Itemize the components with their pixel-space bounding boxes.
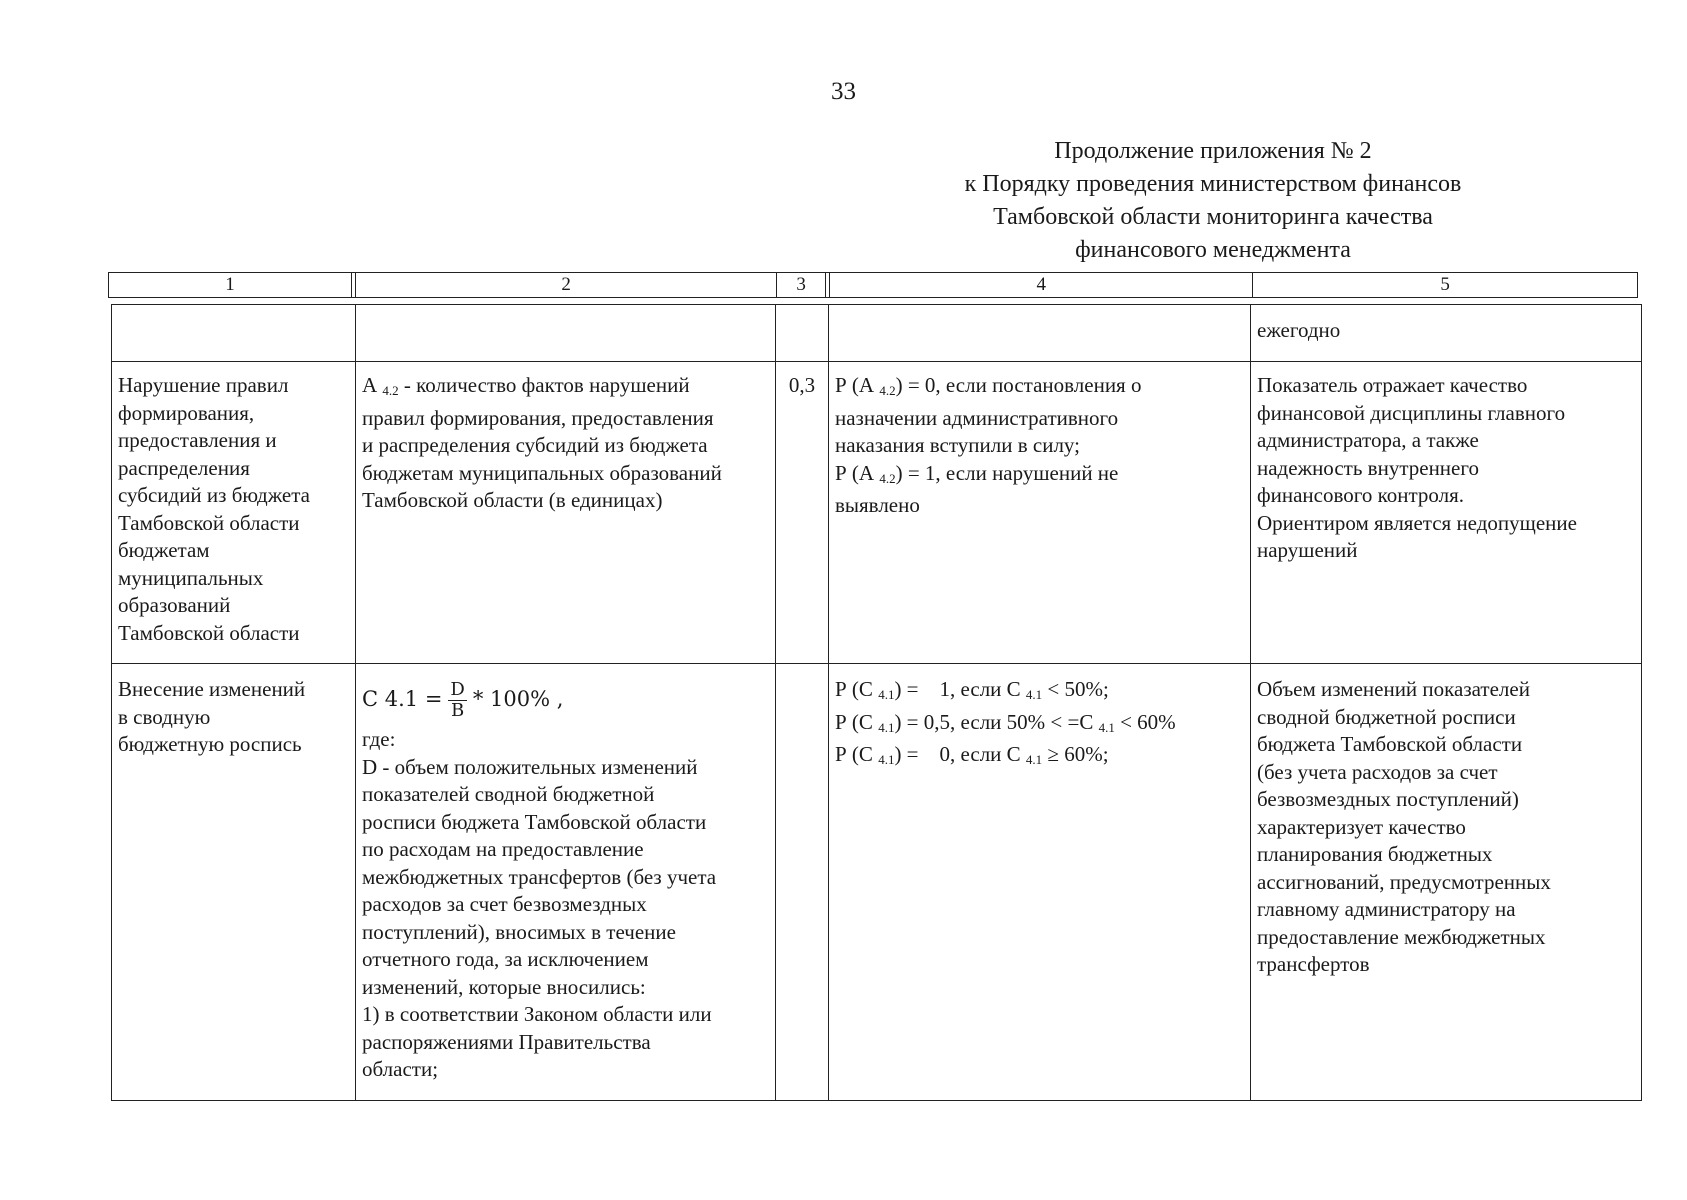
text: Р (С [835,742,879,766]
weight-cell: 0,3 [776,362,829,664]
text-line: финансового контроля. [1257,483,1464,507]
text-line: безвозмездных поступлений) [1257,787,1519,811]
text-line: 1) в соответствии Законом области или [362,1002,712,1026]
subscript: 4.2 [382,383,399,398]
text-line: характеризует качество [1257,814,1466,839]
column-header-5: 5 [1253,273,1638,298]
text-line: трансфертов [1257,952,1370,976]
table-cell [356,305,776,362]
table-cell [112,305,356,362]
subscript: 4.1 [878,719,895,735]
text-line [835,676,1244,709]
text-line: Объем изменений показателей [1257,677,1530,701]
text-line: формирования, [118,400,255,425]
text-line [362,372,769,405]
text-line: администратора, а также [1257,428,1479,452]
text-line: росписи бюджета Тамбовской области [362,809,707,834]
text-line: правил формирования, предоставления [362,405,714,430]
text-line: финансовой дисциплины главного [1257,400,1566,425]
appendix-title [903,135,1523,267]
text-line: (без учета расходов за счет [1257,759,1498,784]
text: < 50%; [1042,677,1109,701]
formula-fraction [448,680,466,721]
text-line: в сводную [118,704,211,729]
text: < 60% [1114,709,1176,734]
text-line: Внесение изменений [118,677,306,701]
text-line: области; [362,1057,439,1081]
text-line: расходов за счет безвозмездных [362,892,647,916]
formula-lhs: С 4.1 = [362,687,443,712]
text-line: бюджетам муниципальных образований [362,460,722,485]
text-line: предоставления и [118,428,277,452]
score-cell [829,362,1251,664]
text-line: ассигнований, предусмотренных [1257,869,1551,894]
appendix-title-line: Тамбовской области мониторинга качества [993,204,1433,230]
text: Р (А [835,460,880,485]
text-line: предоставление межбюджетных [1257,924,1546,949]
text-line: бюджета Тамбовской области [1257,732,1523,756]
text-line: распоряжениями Правительства [362,1029,651,1054]
column-header-row [109,273,1638,298]
column-header-4: 4 [830,273,1253,298]
text-line: Тамбовской области [118,510,300,535]
text-line: назначении административного [835,405,1119,430]
table-row [112,664,1642,1101]
page-number: 33 [831,78,856,105]
column-header-table [108,272,1638,298]
appendix-title-line: финансового менеджмента [1075,237,1351,263]
calculation-cell [356,362,776,664]
text: - количество фактов нарушений [398,373,690,397]
text-line: Ориентиром является недопущение [1257,510,1577,535]
score-cell [829,664,1251,1101]
text-line: где: [362,727,396,751]
column-header-2: 2 [356,273,777,298]
comment-cell [1251,664,1642,1101]
text-line: распределения [118,455,250,480]
text-line: главному администратору на [1257,897,1516,921]
indicator-table [111,304,1642,1101]
text: ) = 1, если С [894,677,1026,701]
text-line: D - объем положительных изменений [362,754,698,779]
text-line: Тамбовской области (в единицах) [362,488,663,512]
subscript: 4.2 [879,383,896,398]
text: ) = 0, если С [894,742,1026,766]
formula [362,674,769,726]
text-line: изменений, которые вносились: [362,974,646,999]
text-line: бюджетную роспись [118,732,302,756]
text-line [835,460,1244,493]
text: ) = 0, если постановления о [895,373,1142,397]
text-line: Показатель отражает качество [1257,373,1528,397]
weight-cell [776,664,829,1101]
formula-rhs: * 100% , [472,687,564,712]
variable: А [362,373,378,397]
subscript: 4.1 [878,687,895,702]
text: Р (С [835,677,879,701]
subscript: 4.1 [1025,687,1043,702]
text-line: межбюджетных трансфертов (без учета [362,864,717,889]
text-line: муниципальных [118,565,264,590]
text-line: субсидий из бюджета [118,483,311,507]
text-line: бюджетам [118,538,210,562]
text-line: надежность внутреннего [1257,455,1479,480]
text-line [835,741,1244,774]
text-line: выявлено [835,493,920,517]
appendix-title-line: к Порядку проведения министерством финансов [964,171,1462,197]
text: ) = 0,5, если 50% < =С [894,709,1099,734]
text-line [835,709,1244,742]
subscript: 4.1 [878,752,895,767]
text-line [835,372,1244,405]
subscript: 4.1 [1098,719,1115,735]
table-row [112,362,1642,664]
text: Р (А [835,373,880,397]
text-line: нарушений [1257,538,1358,562]
text-line: показателей сводной бюджетной [362,782,655,806]
column-header-3: 3 [777,273,826,298]
table-cell: ежегодно [1251,305,1642,362]
table-cell [776,305,829,362]
table-row [112,305,1642,362]
text: ≥ 60%; [1042,742,1109,766]
text-line: отчетного года, за исключением [362,947,649,971]
calculation-cell [356,664,776,1101]
text-line: образований [118,593,231,617]
subscript: 4.2 [879,470,896,486]
indicator-name-cell [112,664,356,1101]
indicator-name-cell [112,362,356,664]
text: Р (С [835,709,879,734]
formula-denominator: B [451,699,465,721]
text-line: сводной бюджетной росписи [1257,704,1516,729]
text: ) = 1, если нарушений не [895,460,1119,485]
comment-cell [1251,362,1642,664]
text-line: по расходам на предоставление [362,837,644,861]
text-line: наказания вступили в силу; [835,433,1080,457]
text-line: Нарушение правил [118,373,289,397]
text-line: Тамбовской области [118,620,300,645]
formula-numerator: D [450,678,465,700]
text-line: поступлений), вносимых в течение [362,919,676,944]
text-line: и распределения субсидий из бюджета [362,433,708,457]
subscript: 4.1 [1025,752,1043,767]
text-line: планирования бюджетных [1257,842,1493,866]
column-header-1: 1 [109,273,352,298]
table-cell [829,305,1251,362]
appendix-title-line: Продолжение приложения № 2 [1054,138,1372,164]
